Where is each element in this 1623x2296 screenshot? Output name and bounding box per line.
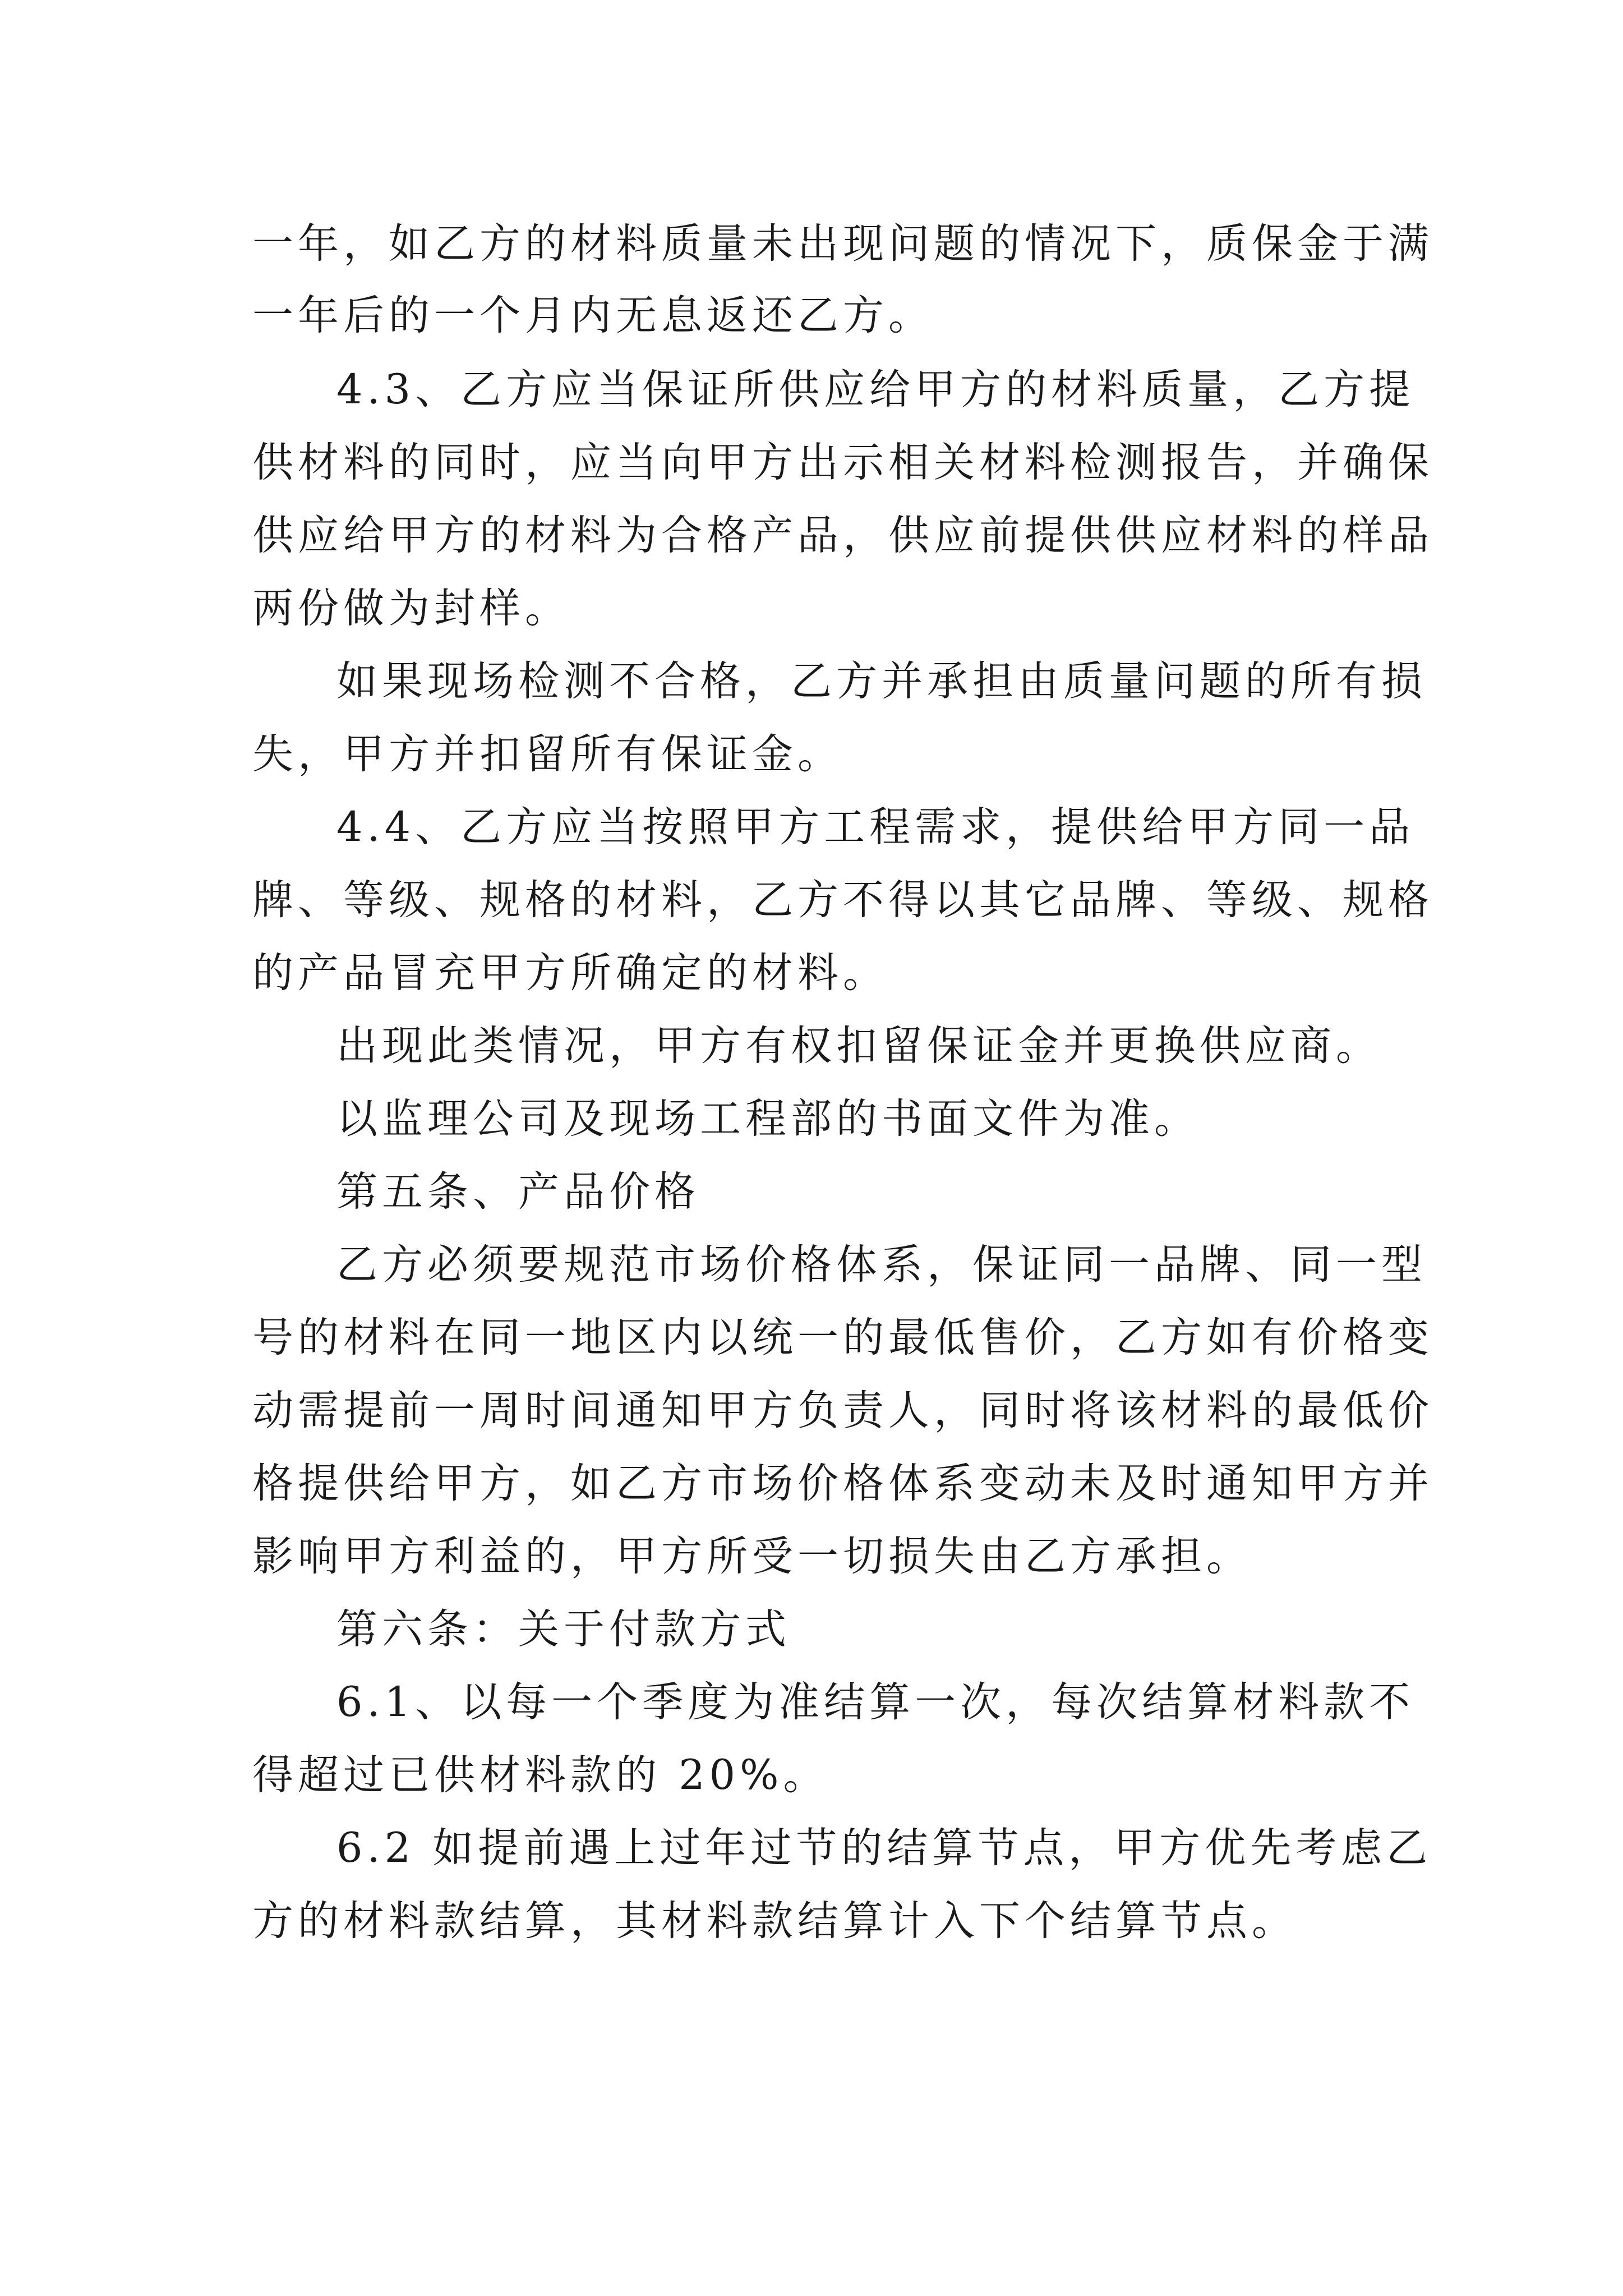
text-line: 出现此类情况，甲方有权扣留保证金并更换供应商。 bbox=[336, 1022, 1381, 1070]
section-heading: 第六条：关于付款方式 bbox=[336, 1605, 791, 1653]
text-line: 号的材料在同一地区内以统一的最低售价，乙方如有价格变 bbox=[252, 1314, 1433, 1361]
section-heading: 第五条、产品价格 bbox=[336, 1168, 700, 1216]
text-line: 一年，如乙方的材料质量未出现问题的情况下，质保金于满 bbox=[252, 220, 1433, 268]
text-line: 失，甲方并扣留所有保证金。 bbox=[252, 730, 843, 778]
text-line: 格提供给甲方，如乙方市场价格体系变动未及时通知甲方并 bbox=[252, 1460, 1433, 1507]
text-line: 一年后的一个月内无息返还乙方。 bbox=[252, 292, 934, 339]
text-line: 6.2 如提前遇上过年过节的结算节点，甲方优先考虑乙 bbox=[336, 1824, 1432, 1872]
text-line: 得超过已供材料款的 20%。 bbox=[252, 1751, 829, 1799]
text-line: 乙方必须要规范市场价格体系，保证同一品牌、同一型 bbox=[336, 1241, 1427, 1289]
text-line: 6.1、以每一个季度为准结算一次，每次结算材料款不 bbox=[336, 1678, 1415, 1726]
text-line: 4.3、乙方应当保证所供应给甲方的材料质量，乙方提 bbox=[336, 366, 1415, 413]
text-line: 4.4、乙方应当按照甲方工程需求，提供给甲方同一品 bbox=[336, 803, 1415, 851]
text-line: 的产品冒充甲方所确定的材料。 bbox=[252, 949, 888, 997]
text-line: 供应给甲方的材料为合格产品，供应前提供供应材料的样品 bbox=[252, 512, 1433, 559]
text-line: 牌、等级、规格的材料，乙方不得以其它品牌、等级、规格 bbox=[252, 876, 1433, 924]
text-line: 两份做为封样。 bbox=[252, 585, 570, 632]
text-line: 动需提前一周时间通知甲方负责人，同时将该材料的最低价 bbox=[252, 1387, 1433, 1434]
text-line: 影响甲方利益的，甲方所受一切损失由乙方承担。 bbox=[252, 1533, 1252, 1580]
text-line: 如果现场检测不合格，乙方并承担由质量问题的所有损 bbox=[336, 657, 1427, 705]
text-line: 方的材料款结算，其材料款结算计入下个结算节点。 bbox=[252, 1897, 1297, 1945]
text-line: 以监理公司及现场工程部的书面文件为准。 bbox=[336, 1095, 1200, 1143]
text-line: 供材料的同时，应当向甲方出示相关材料检测报告，并确保 bbox=[252, 439, 1433, 486]
